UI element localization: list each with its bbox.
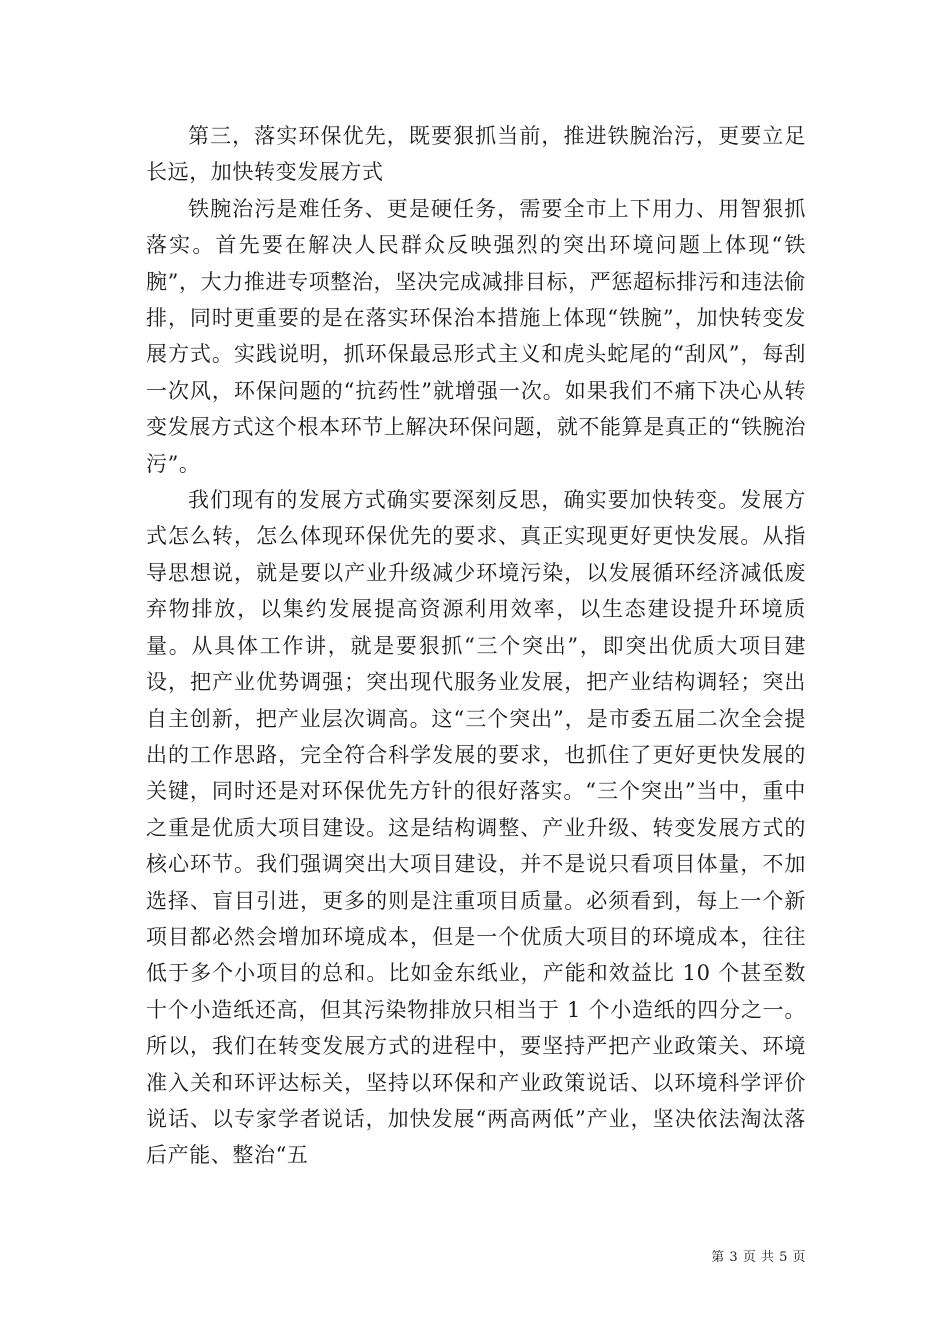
document-body bbox=[146, 118, 806, 1174]
body-paragraph: 我们现有的发展方式确实要深刻反思，确实要加快转变。发展方式怎么转，怎么体现环保优先的要求、真正实现更好更快发展。从指导思想说，就是要以产业升级减少环境污染，以发展循环经济减低废弃物排放，以集约发展提高资源利用效率，以生态建设提升环境质量。从具体工作讲，就是要狠抓“三个突出”，即突出优质大项目建设，把产业优势调强；突出现代服务业发展，把产业结构调轻；突出自主创新，把产业层次调高。这“三个突出”，是市委五届二次全会提出的工作思路，完全符合科学发展的要求，也抓住了更好更快发展的关键，同时还是对环保优先方针的很好落实。“三个突出”当中，重中之重是优质大项目建设。这是结构调整、产业升级、转变发展方式的核心环节。我们强调突出大项目建设，并不是说只看项目体量，不加选择、盲目引进，更多的则是注重项目质量。必须看到，每上一个新项目都必然会增加环境成本，但是一个优质大项目的环境成本，往往低于多个小项目的总和。比如金东纸业，产能和效益比 10 个甚至数十个小造纸还高，但其污染物排放只相当于 1 个小造纸的四分之一。所以，我们在转变发展方式的进程中，要坚持严把产业政策关、环境准入关和环评达标关，坚持以环保和产业政策说话、以环境科学评价说话、以专家学者说话，加快发展“两高两低”产业，坚决依法淘汰落后产能、整治“五 bbox=[146, 488, 806, 1168]
body-paragraph: 铁腕治污是难任务、更是硬任务，需要全市上下用力、用智狠抓落实。首先要在解决人民群众反映强烈的突出环境问题上体现“铁腕”，大力推进专项整治，坚决完成减排目标，严惩超标排污和违法偷排，同时更重要的是在落实环保治本措施上体现“铁腕”，加快转变发展方式。实践说明，抓环保最忌形式主义和虎头蛇尾的“刮风”，每刮一次风，环保问题的“抗药性”就增强一次。如果我们不痛下决心从转变发展方式这个根本环节上解决环保问题，就不能算是真正的“铁腕治污”。 bbox=[146, 196, 806, 476]
section-heading-paragraph: 第三，落实环保优先，既要狠抓当前，推进铁腕治污，更要立足长远，加快转变发展方式 bbox=[146, 124, 806, 185]
page-number: 第 3 页 共 5 页 bbox=[711, 1250, 806, 1265]
